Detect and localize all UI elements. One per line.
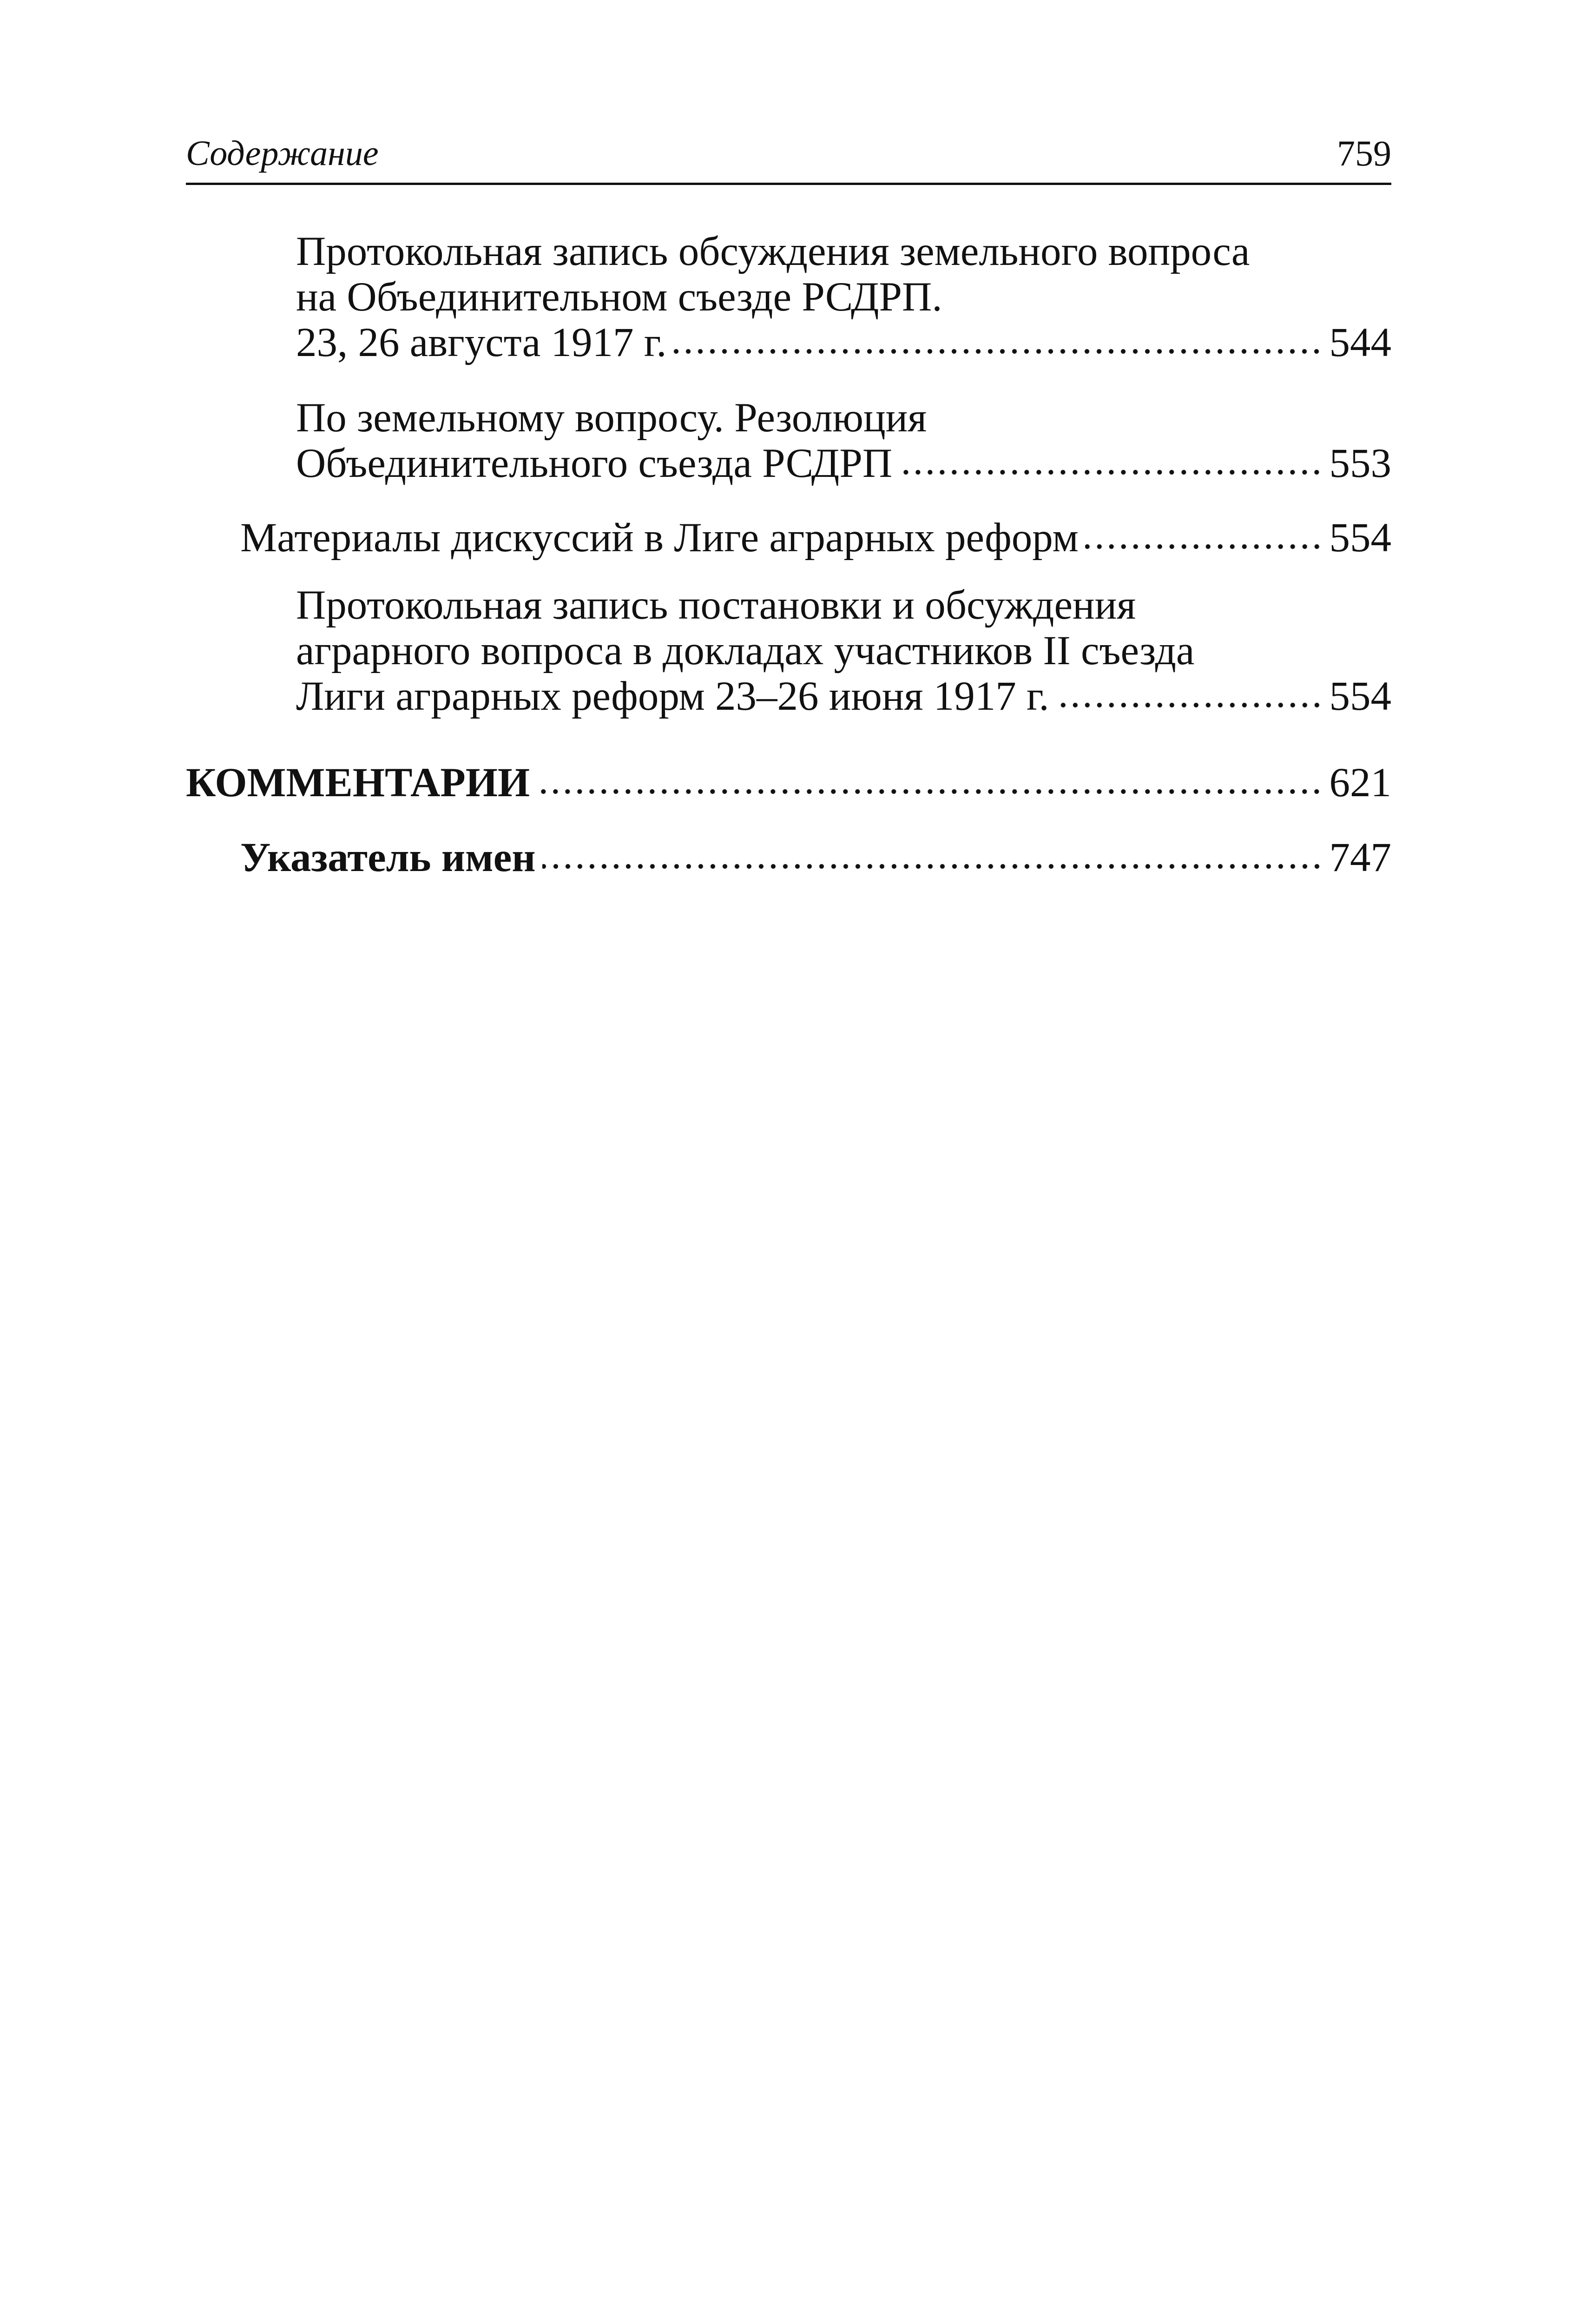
toc-page-number: 554 bbox=[1329, 673, 1391, 719]
toc-entry-line: По земельному вопросу. Резолюция bbox=[296, 395, 927, 441]
dot-leader bbox=[542, 862, 1323, 871]
toc-entry-agrarian-congress-protocol[interactable] bbox=[296, 582, 1391, 719]
dot-leader bbox=[1085, 542, 1323, 551]
toc-entry-line: 23, 26 августа 1917 г. bbox=[296, 320, 667, 365]
toc-entry-land-question-protocol[interactable] bbox=[296, 229, 1391, 365]
running-title: Содержание bbox=[186, 134, 379, 173]
toc-entry-land-resolution[interactable] bbox=[296, 395, 1391, 486]
toc-entry-line: Объединительного съезда РСДРП bbox=[296, 441, 893, 486]
toc-entry-commentary[interactable] bbox=[186, 760, 1391, 805]
toc-entry-line: Протокольная запись обсуждения земельного вопроса bbox=[296, 229, 1250, 274]
toc-page-number: 553 bbox=[1329, 441, 1391, 486]
toc-entry-line: аграрного вопроса в докладах участников II съезда bbox=[296, 628, 1195, 673]
toc-leader-row bbox=[240, 835, 1391, 880]
toc-page-number: 621 bbox=[1329, 760, 1391, 805]
toc-page-number: 747 bbox=[1329, 835, 1391, 880]
toc-page-number: 554 bbox=[1329, 515, 1391, 561]
toc-entry-agrarian-league-materials[interactable] bbox=[240, 515, 1391, 561]
dot-leader bbox=[1056, 700, 1323, 710]
toc-entry-name-index[interactable] bbox=[240, 835, 1391, 880]
toc-page-number: 544 bbox=[1329, 320, 1391, 365]
dot-leader bbox=[673, 347, 1323, 356]
dot-leader bbox=[536, 787, 1323, 796]
dot-leader bbox=[899, 468, 1323, 477]
toc-entry-line: Лиги аграрных реформ 23–26 июня 1917 г. bbox=[296, 673, 1049, 719]
page-number: 759 bbox=[1337, 133, 1391, 173]
toc-leader-row bbox=[296, 320, 1391, 365]
running-header bbox=[186, 125, 1391, 186]
toc-entry-line: Протокольная запись постановки и обсуждения bbox=[296, 582, 1136, 628]
toc-entry-line: Указатель имен bbox=[240, 835, 536, 880]
toc-leader-row bbox=[296, 673, 1391, 719]
toc-entry-line: Материалы дискуссий в Лиге аграрных реформ bbox=[240, 515, 1079, 561]
toc-leader-row bbox=[240, 515, 1391, 561]
toc-entry-line: КОММЕНТАРИИ bbox=[186, 760, 530, 805]
toc-entry-line: на Объединительном съезде РСДРП. bbox=[296, 274, 942, 320]
header-rule bbox=[186, 183, 1391, 185]
toc-leader-row bbox=[186, 760, 1391, 805]
toc-leader-row bbox=[296, 441, 1391, 486]
